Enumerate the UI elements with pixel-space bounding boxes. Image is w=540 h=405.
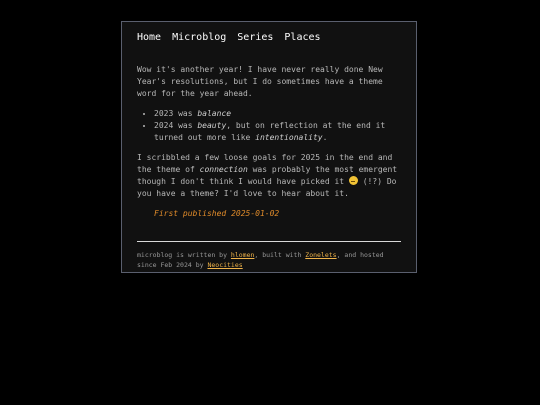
footer [137,250,401,270]
nav-series[interactable]: Series [237,31,274,43]
list-item [154,108,401,120]
closing-text: (!?) Do you have a theme? I'd love to hear about it. [137,177,397,198]
list-item-prefix: 2024 was [154,121,198,130]
author-link[interactable]: hlomen [230,251,255,259]
list-item [154,120,401,144]
closing-theme-word: connection [199,165,248,174]
post-closing [137,152,401,200]
footer-divider [137,241,401,242]
published-date: First published 2025-01-02 [154,209,280,218]
post-content [137,64,401,220]
page-frame [121,21,417,273]
theme-word: balance [197,109,232,118]
footer-text: , built with [254,251,306,259]
list-item-suffix: , but on reflection at the end it turned out more like [154,121,386,142]
nav-microblog[interactable]: Microblog [172,31,227,43]
closing-text: was probably the most emergent though I don't think I would have picked it [137,165,398,186]
nav-places[interactable]: Places [284,31,321,43]
theme-word: beauty [197,121,227,130]
post-intro: Wow it's another year! I have never really done New Year's resolutions, but I do sometimes have a theme word for the year ahead. [137,65,383,98]
theme-list [137,108,401,144]
neocities-link[interactable]: Neocities [207,261,243,269]
nav-home[interactable]: Home [137,31,162,43]
list-item-prefix: 2023 was [154,109,198,118]
top-nav [137,28,401,46]
footer-text: microblog is written by [137,251,231,259]
theme-word: intentionality [255,133,323,142]
thinking-face-icon [349,176,358,185]
zonelets-link[interactable]: Zonelets [305,251,337,259]
closing-text: I scribbled a few loose goals for 2025 in the end and the theme of [137,153,393,174]
list-item-suffix: . [322,133,328,142]
footer-text: , and hosted since Feb 2024 by [137,251,384,269]
